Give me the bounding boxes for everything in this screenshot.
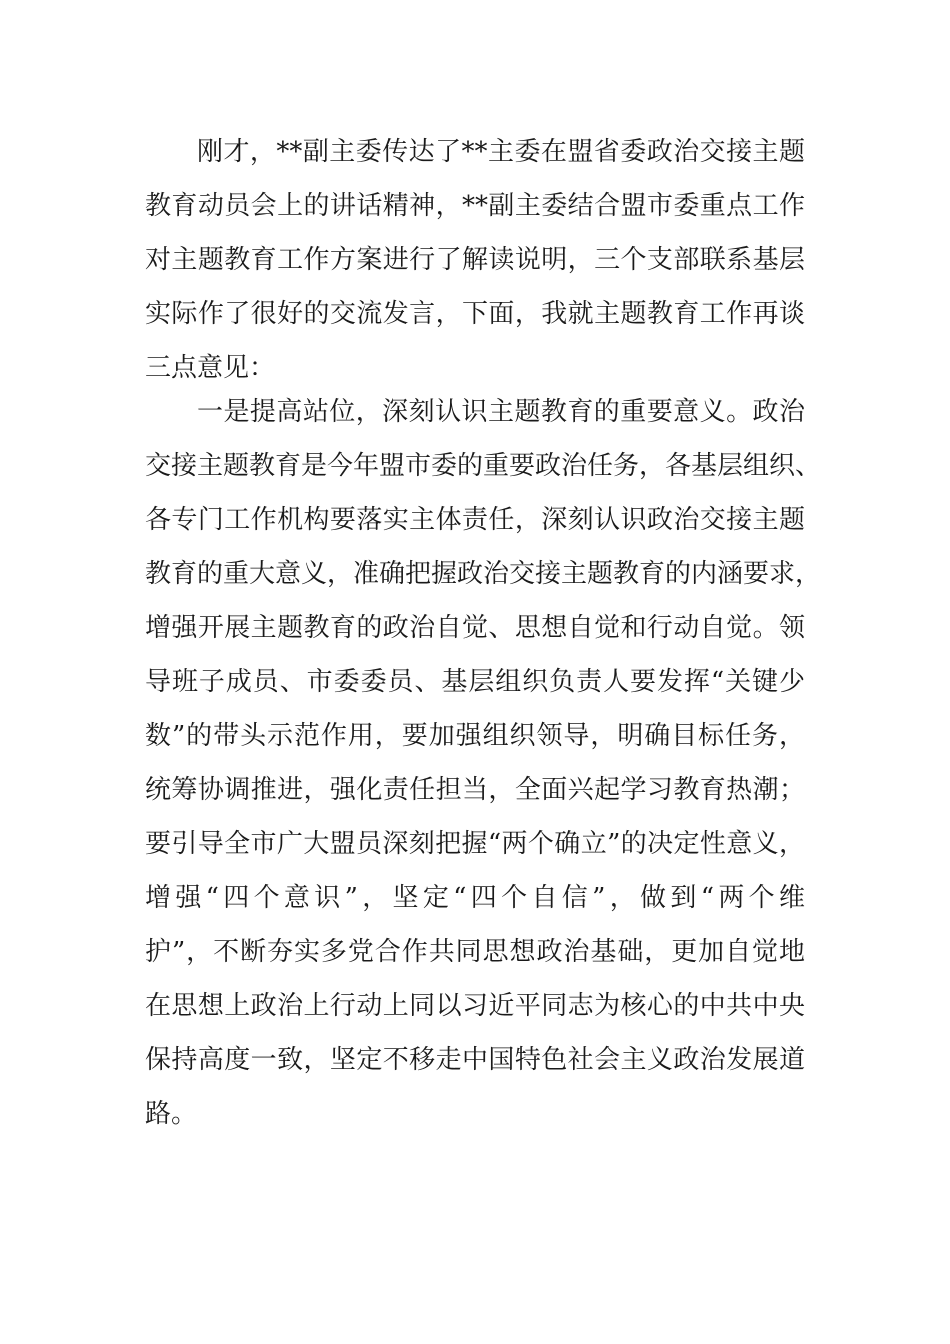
text-line: 各专门工作机构要落实主体责任，深刻认识政治交接主题: [145, 505, 805, 535]
text-line: 增强“四个意识”，坚定“四个自信”，做到“两个维: [145, 883, 805, 913]
text-line: 交接主题教育是今年盟市委的重要政治任务，各基层组织、: [145, 451, 822, 481]
text-line: 数”的带头示范作用，要加强组织领导，明确目标任务，: [145, 721, 805, 751]
text-line: 路。: [145, 1099, 198, 1129]
text-line: 护”，不断夯实多党合作共同思想政治基础，更加自觉地: [145, 937, 805, 967]
text-line: 一是提高站位，深刻认识主题教育的重要意义。政治: [197, 397, 805, 427]
text-line: 三点意见：: [145, 353, 276, 383]
text-line: 刚才，**副主委传达了**主委在盟省委政治交接主题: [197, 137, 805, 167]
text-line: 对主题教育工作方案进行了解读说明，三个支部联系基层: [145, 245, 805, 275]
paragraph-intro: [145, 125, 805, 395]
text-line: 要引导全市广大盟员深刻把握“两个确立”的决定性意义，: [145, 829, 805, 859]
text-line: 教育动员会上的讲话精神，**副主委结合盟市委重点工作: [145, 191, 805, 221]
text-line: 在思想上政治上行动上同以习近平同志为核心的中共中央: [145, 991, 805, 1021]
text-line: 实际作了很好的交流发言，下面，我就主题教育工作再谈: [145, 299, 805, 329]
text-line: 导班子成员、市委委员、基层组织负责人要发挥“关键少: [145, 667, 805, 697]
text-line: 保持高度一致，坚定不移走中国特色社会主义政治发展道: [145, 1045, 805, 1075]
text-line: 统筹协调推进，强化责任担当，全面兴起学习教育热潮；: [145, 775, 805, 805]
text-line: 增强开展主题教育的政治自觉、思想自觉和行动自觉。领: [145, 613, 805, 643]
text-line: 教育的重大意义，准确把握政治交接主题教育的内涵要求，: [145, 559, 822, 589]
paragraph-point-one: [145, 385, 822, 1141]
